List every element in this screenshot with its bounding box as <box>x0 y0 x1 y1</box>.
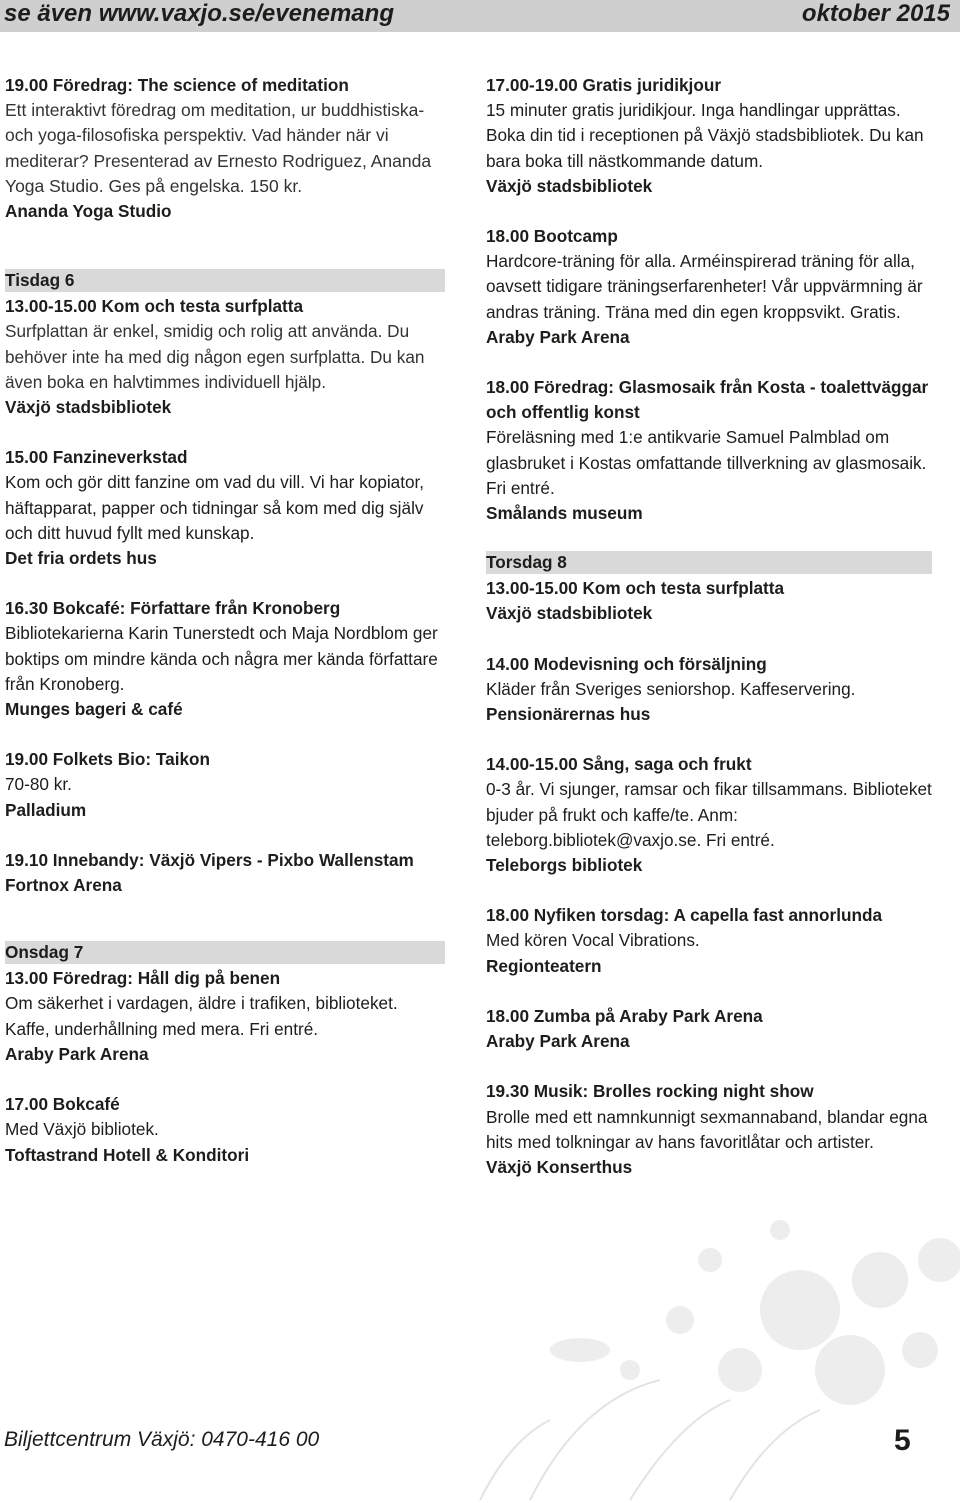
event-venue: Det fria ordets hus <box>5 548 157 569</box>
event-description: Föreläsning med 1:e antikvarie Samuel Palmblad om glasbruket i Kostas omfattande tillverkning av glasmosaik. Fri entré. <box>486 427 927 498</box>
event-title: 18.00 Zumba på Araby Park Arena <box>486 1005 763 1026</box>
event-venue: Araby Park Arena <box>5 1043 149 1064</box>
page-number: 5 <box>894 1424 911 1457</box>
footer-phone: Biljettcentrum Växjö: 0470-416 00 <box>4 1428 320 1451</box>
event-zumba <box>486 1004 932 1054</box>
event-description: Bibliotekarierna Karin Tunerstedt och Maja Nordblom ger boktips om mindre kända och några mer kända författare från Kronoberg. <box>5 623 438 694</box>
event-surfplatta <box>5 294 445 420</box>
event-modevisning <box>486 652 932 728</box>
event-title: 13.00 Föredrag: Håll dig på benen <box>5 968 281 989</box>
event-title: 17.00-19.00 Gratis juridikjour <box>486 75 722 95</box>
event-title: 19.00 Föredrag: The science of meditation <box>5 75 349 95</box>
event-title: 13.00-15.00 Kom och testa surfplatta <box>486 578 785 599</box>
event-bokcafe-kronoberg <box>5 596 445 722</box>
event-bokcafe <box>5 1092 445 1168</box>
event-venue: Ananda Yoga Studio <box>5 201 172 222</box>
page-header <box>0 0 960 32</box>
event-description: Brolle med ett namnkunnigt sexmannaband, blandar egna hits med tolkningar av hans favoritlåtar och artister. <box>486 1106 928 1152</box>
day-heading-onsdag: Onsdag 7 <box>5 941 445 964</box>
event-title: 14.00 Modevisning och försäljning <box>486 653 767 674</box>
event-venue: Fortnox Arena <box>5 875 122 896</box>
event-venue: Toftastrand Hotell & Konditori <box>5 1144 250 1165</box>
event-description: Surfplattan är enkel, smidig och rolig att använda. Du behöver inte ha med dig någon egen surfplatta. Du kan även boka en halvtimmes individuell hjälp. <box>5 321 425 392</box>
event-description: Om säkerhet i vardagen, äldre i trafiken, biblioteket. Kaffe, underhållning med mera. Fri entré. <box>5 993 398 1039</box>
event-title: 15.00 Fanzineverkstad <box>5 447 188 468</box>
event-title: 13.00-15.00 Kom och testa surfplatta <box>5 296 304 317</box>
event-description: 15 minuter gratis juridikjour. Inga handlingar upprättas. Boka din tid i receptionen på Växjö stadsbibliotek. Du kan bara boka till nästkommande datum. <box>486 100 924 171</box>
event-title: 17.00 Bokcafé <box>5 1094 120 1115</box>
event-hall-dig-pa-benen <box>5 966 445 1067</box>
event-description: Med kören Vocal Vibrations. <box>486 930 700 951</box>
event-title: 19.10 Innebandy: Växjö Vipers - Pixbo Wallenstam <box>5 849 414 870</box>
event-venue: Växjö stadsbibliotek <box>486 603 653 624</box>
event-nyfiken-torsdag <box>486 903 932 979</box>
event-sang-saga-frukt <box>486 752 932 878</box>
header-month: oktober 2015 <box>801 0 950 27</box>
event-title: 14.00-15.00 Sång, saga och frukt <box>486 754 752 775</box>
event-title: 18.00 Bootcamp <box>486 226 618 247</box>
header-website: se även www.vaxjo.se/evenemang <box>4 0 394 27</box>
event-meditation <box>5 73 445 224</box>
event-venue: Smålands museum <box>486 503 643 524</box>
event-description: Ett interaktivt föredrag om meditation, ur buddhistiska- och yoga-filosofiska perspektiv. Vad händer när vi mediterar? Presenterad av Ernesto Rodriguez, Ananda Yoga Studio. Ges på engelska. 150 kr. <box>5 100 432 196</box>
event-fanzine <box>5 445 445 571</box>
event-description: 70-80 kr. <box>5 774 72 795</box>
day-heading-tisdag: Tisdag 6 <box>5 269 445 292</box>
event-brolles-rocking <box>486 1079 932 1180</box>
event-title: 16.30 Bokcafé: Författare från Kronoberg <box>5 598 341 619</box>
day-heading-torsdag: Torsdag 8 <box>486 551 932 574</box>
event-venue: Palladium <box>5 799 87 820</box>
event-description: Hardcore-träning för alla. Arméinspirerad träning för alla, oavsett tidigare träningserfarenheter! Vår uppvärmning är andras träning. Träna med din egen kroppsvikt. Gratis. <box>486 251 923 322</box>
event-venue: Växjö Konserthus <box>486 1156 633 1177</box>
event-folkets-bio <box>5 747 445 823</box>
event-surfplatta-torsdag <box>486 576 932 626</box>
event-juridikjour <box>486 73 932 199</box>
floral-decoration <box>380 1200 960 1503</box>
event-venue: Växjö stadsbibliotek <box>5 397 172 418</box>
event-venue: Munges bageri & café <box>5 699 183 720</box>
event-title: 19.30 Musik: Brolles rocking night show <box>486 1081 814 1102</box>
event-venue: Teleborgs bibliotek <box>486 855 643 876</box>
event-title: 18.00 Föredrag: Glasmosaik från Kosta - toalettväggar och offentlig konst <box>486 377 929 423</box>
event-description: 0-3 år. Vi sjunger, ramsar och fikar tillsammans. Biblioteket bjuder på frukt och kaffe/te. Anm: teleborg.bibliotek@vaxjo.se. Fri entré. <box>486 779 932 850</box>
event-title: 18.00 Nyfiken torsdag: A capella fast annorlunda <box>486 905 883 926</box>
event-innebandy <box>5 848 445 898</box>
event-venue: Regionteatern <box>486 955 602 976</box>
event-title: 19.00 Folkets Bio: Taikon <box>5 749 211 770</box>
event-venue: Araby Park Arena <box>486 1031 630 1052</box>
right-column <box>486 73 932 1205</box>
event-description: Med Växjö bibliotek. <box>5 1119 159 1140</box>
event-glasmosaik <box>486 375 932 526</box>
event-venue: Araby Park Arena <box>486 326 630 347</box>
event-venue: Växjö stadsbibliotek <box>486 175 653 196</box>
left-column <box>5 73 445 1193</box>
event-description: Kom och gör ditt fanzine om vad du vill. Vi har kopiator, häftapparat, papper och tidningar så kom med dig själv och ditt huvud fyllt med kunskap. <box>5 472 425 543</box>
event-venue: Pensionärernas hus <box>486 704 651 725</box>
event-bootcamp <box>486 224 932 350</box>
event-description: Kläder från Sveriges seniorshop. Kaffeservering. <box>486 678 856 699</box>
